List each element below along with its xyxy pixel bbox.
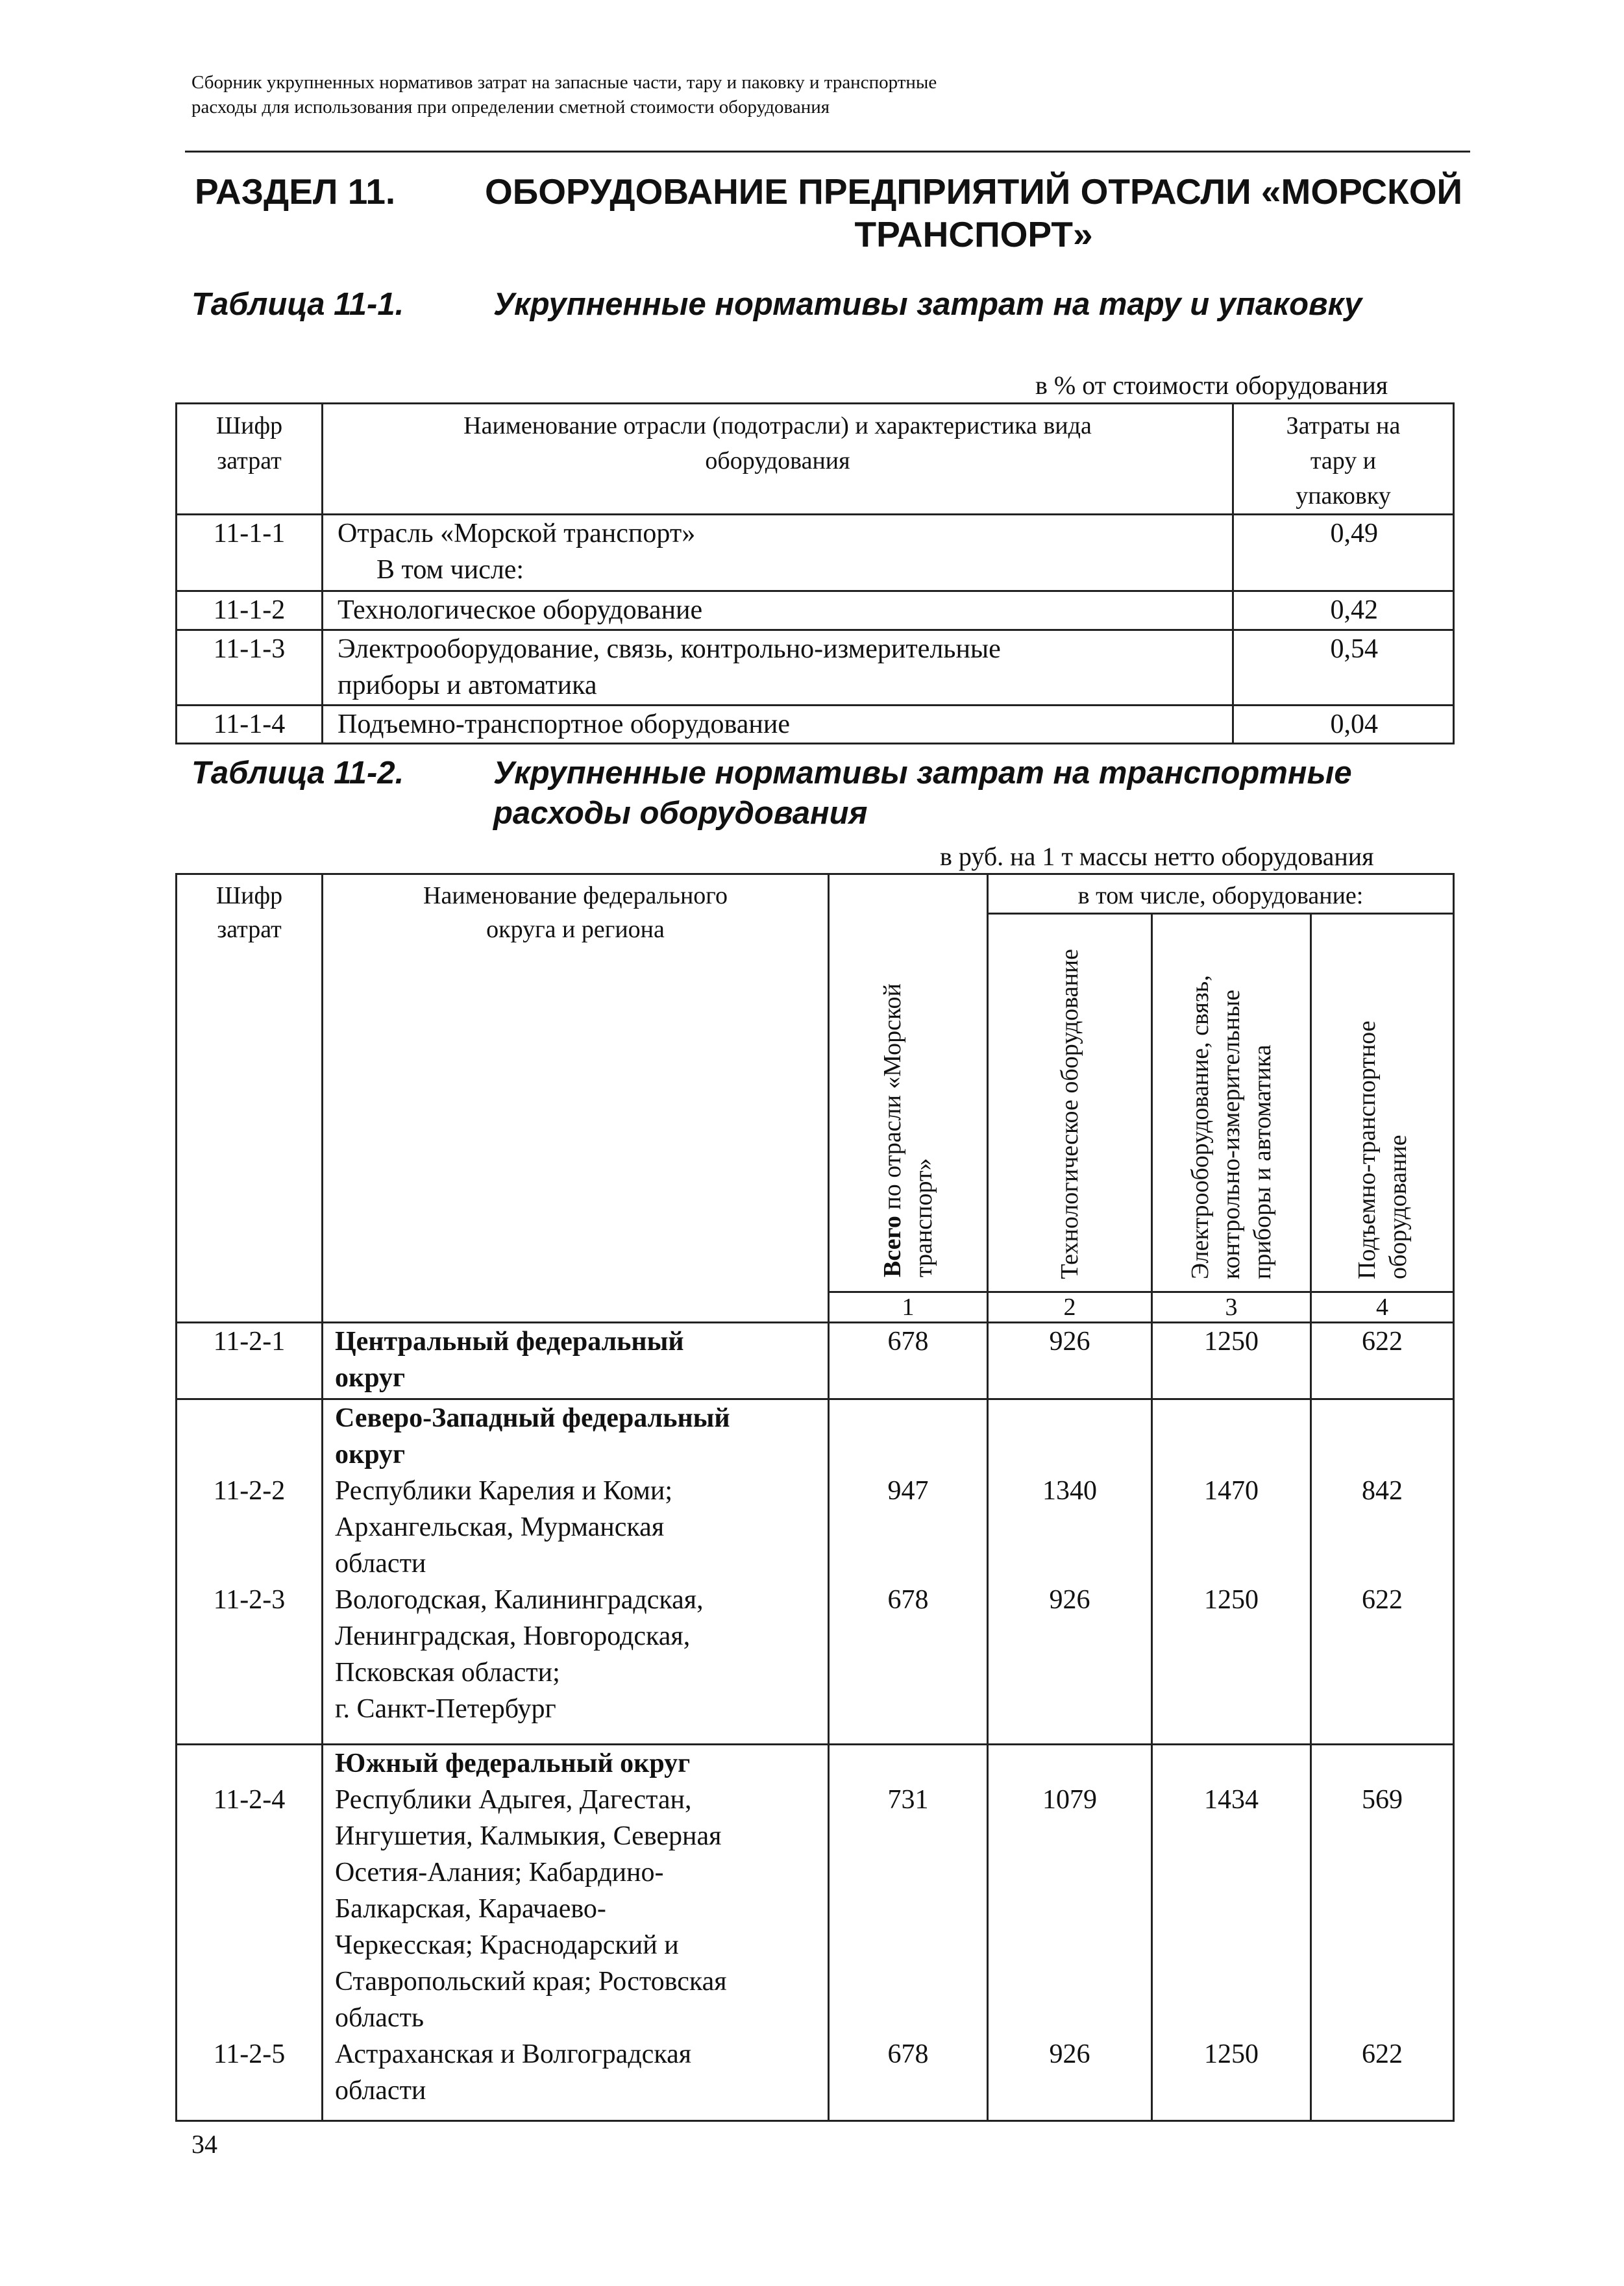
block-values	[1311, 1745, 1454, 2121]
vertical-wrapper	[1312, 915, 1453, 1291]
spacer	[1312, 1509, 1453, 1582]
region-text: Архангельская, Мурманская	[335, 1512, 665, 1542]
caption-line: Укрупненные нормативы затрат на транспортные	[493, 756, 1352, 791]
row-value: 678	[829, 1323, 988, 1399]
spacer	[830, 1509, 987, 1582]
table1-header-row	[177, 404, 1454, 515]
region-text: Республики Карелия и Коми;	[335, 1476, 673, 1506]
table2-header-row-1	[177, 874, 1454, 914]
vertical-header-text: Подъемно-транспортное оборудование	[1353, 1020, 1412, 1279]
header-text: Шифр	[215, 882, 283, 909]
region-text: Осетия-Алания; Кабардино-	[335, 1858, 664, 1887]
row-value: 947	[887, 1476, 929, 1506]
row-value: 1470	[1204, 1476, 1259, 1506]
region-text: Черкесская; Краснодарский и	[335, 1930, 679, 1960]
header-rule	[185, 151, 1470, 153]
block-values	[1311, 1399, 1454, 1745]
district-heading: округ	[335, 1440, 406, 1469]
spacer	[989, 1818, 1151, 2036]
block-values	[1152, 1745, 1311, 2121]
table-row	[177, 706, 1454, 744]
table1-header-cost	[1233, 404, 1454, 515]
region-text: Балкарская, Карачаево-	[335, 1894, 606, 1924]
table-row	[177, 515, 1454, 591]
header-rest: по отрасли «Морской транспорт»	[879, 983, 937, 1277]
row-value: 0,54	[1233, 630, 1454, 706]
row-value: 678	[887, 2039, 929, 2069]
row-code: 11-2-4	[213, 1785, 286, 1815]
region-text: области	[335, 2076, 426, 2106]
section-name	[480, 170, 1467, 256]
row-name-text: приборы и автоматика	[338, 670, 597, 700]
table2-header-col3	[1152, 914, 1311, 1292]
header-text: Наименование федерального	[423, 882, 728, 909]
column-number: 4	[1311, 1292, 1454, 1323]
row-name	[323, 630, 1233, 706]
vertical-header-text: Технологическое оборудование	[1056, 949, 1083, 1279]
region-text: Ингушетия, Калмыкия, Северная	[335, 1821, 722, 1851]
table1-header-code	[177, 404, 323, 515]
table2	[175, 873, 1455, 2122]
table1-header-name	[323, 404, 1233, 515]
table2-header-col4	[1311, 914, 1454, 1292]
block-values	[1152, 1399, 1311, 1745]
row-value: 1250	[1204, 2039, 1259, 2069]
row-code: 11-2-3	[213, 1585, 286, 1615]
district-heading: Южный федеральный округ	[335, 1749, 691, 1778]
spacer	[1153, 1818, 1310, 2036]
vertical-header-text	[877, 914, 939, 1277]
row-name: Технологическое оборудование	[323, 591, 1233, 630]
section-number: РАЗДЕЛ 11.	[195, 171, 396, 212]
table1-caption-number: Таблица 11-1.	[191, 287, 404, 322]
header-text: оборудования	[705, 447, 850, 474]
row-value: 1079	[1042, 1785, 1097, 1815]
row-value: 622	[1311, 1323, 1454, 1399]
table-block	[177, 1399, 1454, 1745]
table2-caption-title	[493, 753, 1467, 833]
row-code: 11-2-5	[213, 2039, 286, 2069]
block-values	[988, 1399, 1152, 1745]
page-number: 34	[191, 2130, 217, 2159]
row-name: Подъемно-транспортное оборудование	[323, 706, 1233, 744]
row-name-text: Центральный федеральный	[335, 1327, 684, 1357]
row-subtext: В том числе:	[376, 555, 524, 585]
row-name-text: Отрасль «Морской транспорт»	[338, 519, 696, 548]
table2-header-total	[829, 874, 988, 1292]
row-value: 622	[1362, 1585, 1403, 1615]
table2-header-name	[323, 874, 829, 1323]
spacer	[1312, 1818, 1453, 2036]
vertical-wrapper	[989, 915, 1151, 1291]
spacer	[830, 1818, 987, 2036]
header-bold: Всего	[879, 1216, 906, 1277]
header-text: упаковку	[1296, 482, 1391, 510]
vertical-wrapper	[830, 875, 987, 1289]
column-number: 2	[988, 1292, 1152, 1323]
table1	[175, 402, 1455, 744]
row-code: 11-1-4	[177, 706, 323, 744]
block-names	[323, 1745, 829, 2121]
row-value: 0,49	[1233, 515, 1454, 591]
section-name-line-1: ОБОРУДОВАНИЕ ПРЕДПРИЯТИЙ ОТРАСЛИ «МОРСКОЙ	[484, 171, 1463, 212]
table-row	[177, 1323, 1454, 1399]
block-values	[829, 1399, 988, 1745]
table2-caption-number: Таблица 11-2.	[191, 756, 404, 791]
spacer	[177, 1818, 321, 2036]
spacer	[177, 1545, 321, 1582]
region-text: г. Санкт-Петербург	[335, 1694, 556, 1724]
region-text: Ленинградская, Новгородская,	[335, 1621, 691, 1651]
table1-units: в % от стоимости оборудования	[1035, 371, 1388, 400]
row-value: 926	[1049, 2039, 1090, 2069]
column-number: 3	[1152, 1292, 1311, 1323]
region-text: Псковская области;	[335, 1658, 560, 1688]
row-value: 0,04	[1233, 706, 1454, 744]
table1-caption-title: Укрупненные нормативы затрат на тару и упаковку	[493, 287, 1362, 322]
table-row	[177, 630, 1454, 706]
header-text: тару и	[1310, 447, 1377, 474]
table2-units: в руб. на 1 т массы нетто оборудования	[940, 842, 1374, 871]
row-value: 622	[1362, 2039, 1403, 2069]
block-values	[988, 1745, 1152, 2121]
region-text: Астраханская и Волгоградская	[335, 2039, 692, 2069]
block-codes	[177, 1399, 323, 1745]
running-head-line-1: Сборник укрупненных нормативов затрат на запасные части, тару и паковку и транспортные	[191, 72, 937, 93]
region-text: область	[335, 2003, 424, 2033]
header-text: Затраты на	[1286, 412, 1401, 439]
row-name-text: Электрооборудование, связь, контрольно-измерительные	[338, 634, 1001, 664]
running-head	[191, 70, 1464, 119]
caption-line: расходы оборудования	[493, 796, 868, 831]
running-head-line-2: расходы для использования при определении сметной стоимости оборудования	[191, 97, 830, 117]
region-text: Республики Адыгея, Дагестан,	[335, 1785, 692, 1815]
column-number: 1	[829, 1292, 988, 1323]
row-code: 11-2-2	[213, 1476, 286, 1506]
vertical-header-text: Электрооборудование, связь, контрольно-измерительные приборы и автоматика	[1187, 975, 1276, 1279]
row-value: 1250	[1152, 1323, 1311, 1399]
header-text: Наименование отрасли (подотрасли) и характеристика вида	[463, 412, 1092, 439]
row-value: 1434	[1204, 1785, 1259, 1815]
row-value: 926	[1049, 1585, 1090, 1615]
region-text: Вологодская, Калининградская,	[335, 1585, 704, 1615]
table2-header-including: в том числе, оборудование:	[988, 874, 1454, 914]
row-value: 569	[1362, 1785, 1403, 1815]
block-codes	[177, 1745, 323, 2121]
row-name-text: округ	[335, 1363, 406, 1393]
row-code: 11-2-1	[177, 1323, 323, 1399]
spacer	[1153, 1509, 1310, 1582]
row-value: 842	[1362, 1476, 1403, 1506]
region-text: области	[335, 1549, 426, 1579]
spacer	[177, 1509, 321, 1545]
row-value: 0,42	[1233, 591, 1454, 630]
table-row	[177, 591, 1454, 630]
row-name	[323, 1323, 829, 1399]
district-heading: Северо-Западный федеральный	[335, 1403, 730, 1433]
row-code: 11-1-3	[177, 630, 323, 706]
section-name-line-2: ТРАНСПОРТ»	[854, 214, 1093, 254]
row-value: 731	[887, 1785, 929, 1815]
header-text: Шифр	[215, 412, 283, 439]
region-text: Ставропольский края; Ростовская	[335, 1967, 727, 1997]
row-code: 11-1-1	[177, 515, 323, 591]
spacer	[989, 1509, 1151, 1582]
row-value: 1250	[1204, 1585, 1259, 1615]
vertical-wrapper	[1153, 915, 1310, 1291]
row-value: 678	[887, 1585, 929, 1615]
row-value: 1340	[1042, 1476, 1097, 1506]
table-block	[177, 1745, 1454, 2121]
header-text: затрат	[217, 447, 282, 474]
row-value: 926	[988, 1323, 1152, 1399]
block-names	[323, 1399, 829, 1745]
block-values	[829, 1745, 988, 2121]
table2-header-col2	[988, 914, 1152, 1292]
header-text: округа и региона	[486, 916, 665, 943]
row-name	[323, 515, 1233, 591]
header-text: затрат	[217, 916, 282, 943]
table2-header-code	[177, 874, 323, 1323]
row-code: 11-1-2	[177, 591, 323, 630]
